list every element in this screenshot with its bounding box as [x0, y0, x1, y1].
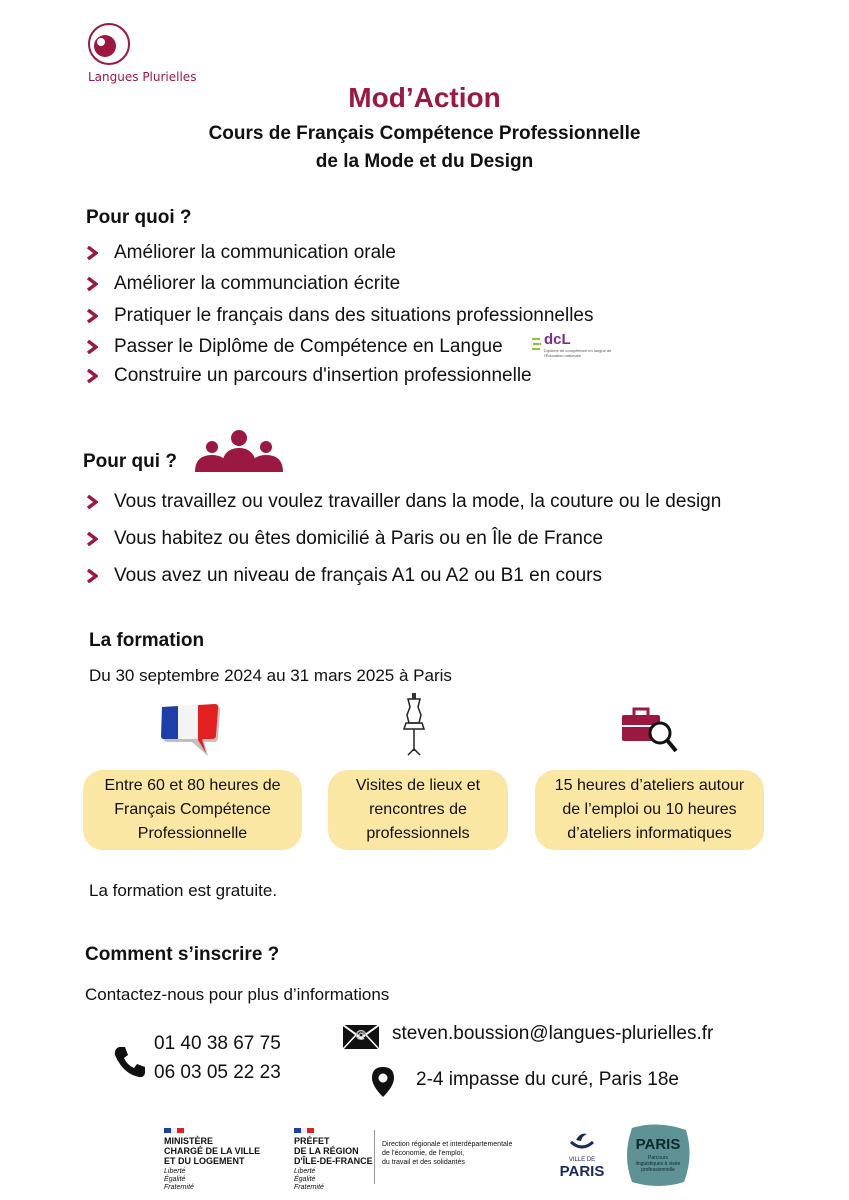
inscription-intro: Contactez-nous pour plus d’informations	[85, 985, 390, 1004]
subtitle-line-1: Cours de Français Compétence Professionnelle	[208, 123, 641, 144]
logo-text: Langues Plurielles	[88, 70, 197, 84]
list-item	[86, 363, 532, 389]
dcl-stripes-icon	[532, 337, 544, 351]
dreets-label: Direction régionale et interdépartementale de l'économie, de l'emploi, du travail et des solidarités	[382, 1141, 513, 1166]
subtitle-line-2: de la Mode et du Design	[315, 151, 534, 172]
prefet-logo: PRÉFET DE LA RÉGION D'ÎLE-DE-FRANCE Liberté Égalité Fraternité	[294, 1128, 374, 1178]
formation-heading: La formation	[89, 630, 205, 651]
info-box-line: Visites de lieux et	[355, 777, 481, 794]
svg-text:@: @	[355, 1028, 367, 1041]
info-box-workshops	[535, 770, 764, 850]
location-pin-icon	[371, 1066, 395, 1098]
chevron-right-icon	[86, 369, 98, 383]
chevron-right-icon	[86, 495, 98, 509]
email-icon	[342, 1024, 380, 1050]
french-flag-speech-icon	[158, 702, 224, 760]
tricolor-flag-icon	[294, 1128, 314, 1133]
chevron-right-icon	[86, 569, 98, 583]
phone-number-1[interactable]: 01 40 38 67 75	[154, 1033, 281, 1054]
list-item-label: Construire un parcours d'insertion professionnelle	[114, 365, 532, 386]
page-title: Mod’Action	[348, 82, 501, 113]
page-subtitle	[0, 120, 849, 176]
list-item	[86, 240, 396, 266]
paris-ship-icon	[567, 1130, 597, 1152]
dcl-caption: Diplôme de compétence en langue de l'Éducation nationale	[544, 348, 612, 358]
pourquoi-heading: Pour quoi ?	[86, 207, 192, 228]
footer-divider	[374, 1130, 375, 1184]
list-item	[86, 303, 594, 329]
postal-address: 2-4 impasse du curé, Paris 18e	[416, 1069, 679, 1090]
ministere-logo: MINISTÈRE CHARGÉ DE LA VILLE ET DU LOGEMENT Liberté Égalité Fraternité	[164, 1128, 274, 1178]
phone-number-2[interactable]: 06 03 05 22 23	[154, 1062, 281, 1083]
info-box-line: de l’emploi ou 10 heures	[562, 801, 737, 818]
tricolor-flag-icon	[164, 1128, 184, 1133]
dress-form-mannequin-icon	[402, 693, 426, 757]
info-box-line: professionnels	[366, 825, 470, 842]
list-item	[86, 526, 603, 552]
langues-plurielles-logo	[80, 20, 197, 88]
logo-circle-icon	[80, 20, 175, 70]
info-box-visits	[328, 770, 508, 850]
chevron-right-icon	[86, 340, 98, 354]
list-item	[86, 563, 602, 589]
people-group-icon	[193, 428, 285, 472]
info-box-hours	[83, 770, 302, 850]
info-box-line: rencontres de	[369, 801, 467, 818]
inscription-heading: Comment s’inscrire ?	[85, 944, 280, 965]
dcl-logo-text: dcL	[544, 331, 571, 348]
list-item-label: Passer le Diplôme de Compétence en Langue	[114, 336, 503, 357]
phone-icon	[113, 1045, 147, 1079]
dcl-logo	[532, 333, 624, 363]
list-item	[86, 271, 400, 297]
free-note: La formation est gratuite.	[89, 881, 278, 900]
info-box-line: d’ateliers informatiques	[567, 825, 732, 842]
chevron-right-icon	[86, 309, 98, 323]
list-item-label: Vous travaillez ou voulez travailler dans la mode, la couture ou le design	[114, 491, 722, 512]
email-address[interactable]: steven.boussion@langues-plurielles.fr	[392, 1023, 714, 1044]
list-item-label: Vous avez un niveau de français A1 ou A2 ou B1 en cours	[114, 565, 603, 586]
list-item	[86, 489, 721, 515]
info-box-line: 15 heures d’ateliers autour	[554, 777, 745, 794]
ville-de-paris-logo: VILLE DE PARIS	[554, 1130, 610, 1184]
paris-badge-logo: PARIS Parcours linguistiques à visée professionnelle	[624, 1122, 692, 1188]
info-box-line: Français Compétence	[114, 801, 271, 818]
chevron-right-icon	[86, 532, 98, 546]
list-item-label: Améliorer la communication orale	[114, 242, 396, 263]
briefcase-search-icon	[620, 703, 680, 761]
pourqui-heading: Pour qui ?	[83, 451, 177, 472]
list-item-label: Améliorer la communciation écrite	[114, 273, 401, 294]
list-item-label: Pratiquer le français dans des situations professionnelles	[114, 305, 594, 326]
formation-dates: Du 30 septembre 2024 au 31 mars 2025 à Paris	[89, 666, 452, 685]
chevron-right-icon	[86, 246, 98, 260]
info-box-line: Professionnelle	[137, 825, 248, 842]
chevron-right-icon	[86, 277, 98, 291]
list-item	[86, 334, 503, 360]
info-box-line: Entre 60 et 80 heures de	[104, 777, 281, 794]
list-item-label: Vous habitez ou êtes domicilié à Paris ou en Île de France	[114, 528, 604, 549]
